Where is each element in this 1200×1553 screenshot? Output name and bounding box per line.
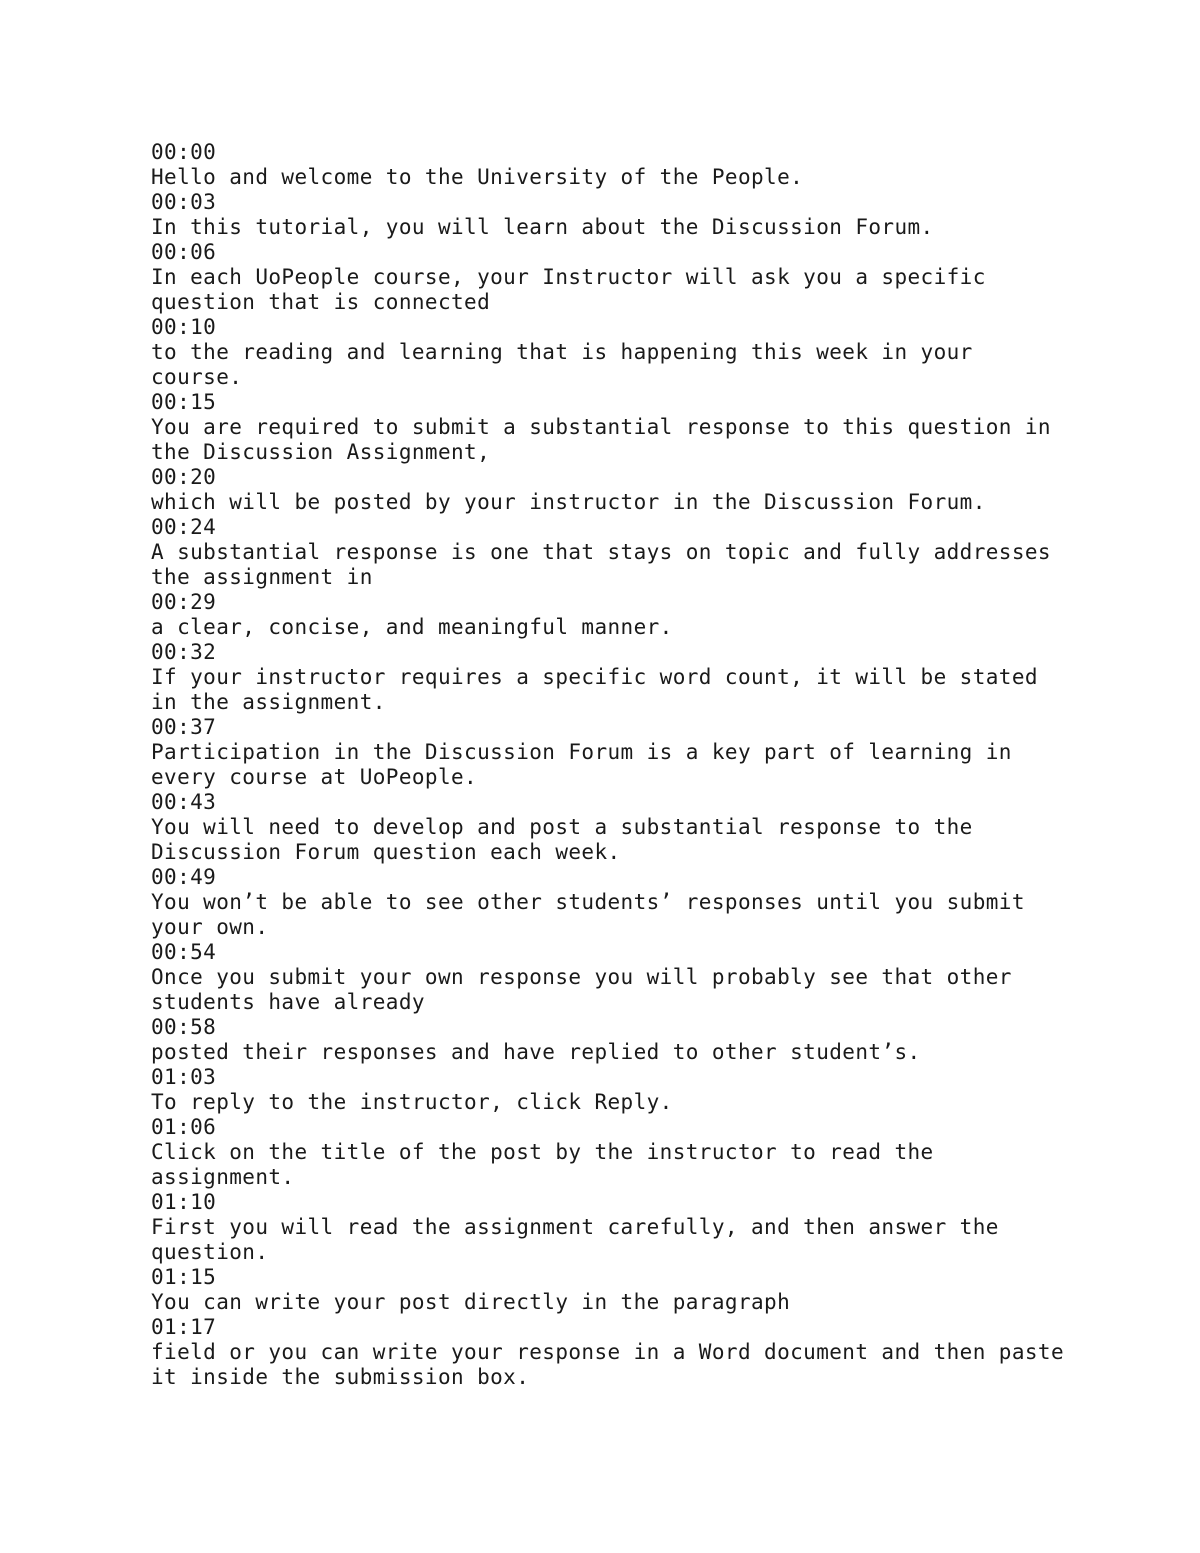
caption-text: Hello and welcome to the University of the People. xyxy=(151,165,804,189)
transcript-entry xyxy=(151,390,1071,465)
transcript-entry xyxy=(151,315,1071,390)
timestamp: 00:43 xyxy=(151,790,217,814)
caption-text: to the reading and learning that is happening this week in your course. xyxy=(151,340,973,389)
caption-text: To reply to the instructor, click Reply. xyxy=(151,1090,673,1114)
timestamp: 00:10 xyxy=(151,315,217,339)
timestamp: 00:06 xyxy=(151,240,217,264)
transcript-entry xyxy=(151,790,1071,865)
transcript-entry xyxy=(151,715,1071,790)
timestamp: 00:37 xyxy=(151,715,217,739)
transcript xyxy=(151,140,1071,1390)
transcript-entry xyxy=(151,1265,1071,1315)
caption-text: Click on the title of the post by the instructor to read the assignment. xyxy=(151,1140,934,1189)
caption-text: You won’t be able to see other students’ responses until you submit your own. xyxy=(151,890,1025,939)
timestamp: 00:32 xyxy=(151,640,217,664)
timestamp: 00:58 xyxy=(151,1015,217,1039)
caption-text: If your instructor requires a specific word count, it will be stated in the assignment. xyxy=(151,665,1038,714)
transcript-entry xyxy=(151,515,1071,590)
transcript-entry xyxy=(151,590,1071,640)
transcript-entry xyxy=(151,240,1071,315)
timestamp: 00:20 xyxy=(151,465,217,489)
transcript-entry xyxy=(151,1115,1071,1190)
caption-text: You will need to develop and post a substantial response to the Discussion Forum question each week. xyxy=(151,815,973,864)
transcript-entry xyxy=(151,140,1071,190)
caption-text: a clear, concise, and meaningful manner. xyxy=(151,615,673,639)
caption-text: posted their responses and have replied to other student’s. xyxy=(151,1040,921,1064)
transcript-entry xyxy=(151,465,1071,515)
caption-text: A substantial response is one that stays on topic and fully addresses the assignment in xyxy=(151,540,1051,589)
transcript-entry xyxy=(151,1190,1071,1265)
caption-text: You can write your post directly in the paragraph xyxy=(151,1290,791,1314)
caption-text: First you will read the assignment carefully, and then answer the question. xyxy=(151,1215,999,1264)
timestamp: 01:06 xyxy=(151,1115,217,1139)
transcript-entry xyxy=(151,640,1071,715)
caption-text: In each UoPeople course, your Instructor will ask you a specific question that is connected xyxy=(151,265,986,314)
caption-text: which will be posted by your instructor in the Discussion Forum. xyxy=(151,490,986,514)
transcript-entry xyxy=(151,940,1071,1015)
transcript-entry xyxy=(151,1015,1071,1065)
timestamp: 00:24 xyxy=(151,515,217,539)
transcript-entry xyxy=(151,1065,1071,1115)
caption-text: You are required to submit a substantial response to this question in the Discussion Assignment, xyxy=(151,415,1051,464)
transcript-entry xyxy=(151,190,1071,240)
transcript-entry xyxy=(151,1315,1071,1390)
timestamp: 00:00 xyxy=(151,140,217,164)
timestamp: 01:10 xyxy=(151,1190,217,1214)
transcript-entry xyxy=(151,865,1071,940)
timestamp: 00:15 xyxy=(151,390,217,414)
caption-text: Once you submit your own response you will probably see that other students have already xyxy=(151,965,1012,1014)
timestamp: 00:49 xyxy=(151,865,217,889)
timestamp: 00:29 xyxy=(151,590,217,614)
timestamp: 01:17 xyxy=(151,1315,217,1339)
caption-text: Participation in the Discussion Forum is a key part of learning in every course at UoPeople. xyxy=(151,740,1012,789)
caption-text: field or you can write your response in a Word document and then paste it inside the submission box. xyxy=(151,1340,1065,1389)
caption-text: In this tutorial, you will learn about the Discussion Forum. xyxy=(151,215,934,239)
timestamp: 00:03 xyxy=(151,190,217,214)
timestamp: 01:03 xyxy=(151,1065,217,1089)
timestamp: 00:54 xyxy=(151,940,217,964)
timestamp: 01:15 xyxy=(151,1265,217,1289)
